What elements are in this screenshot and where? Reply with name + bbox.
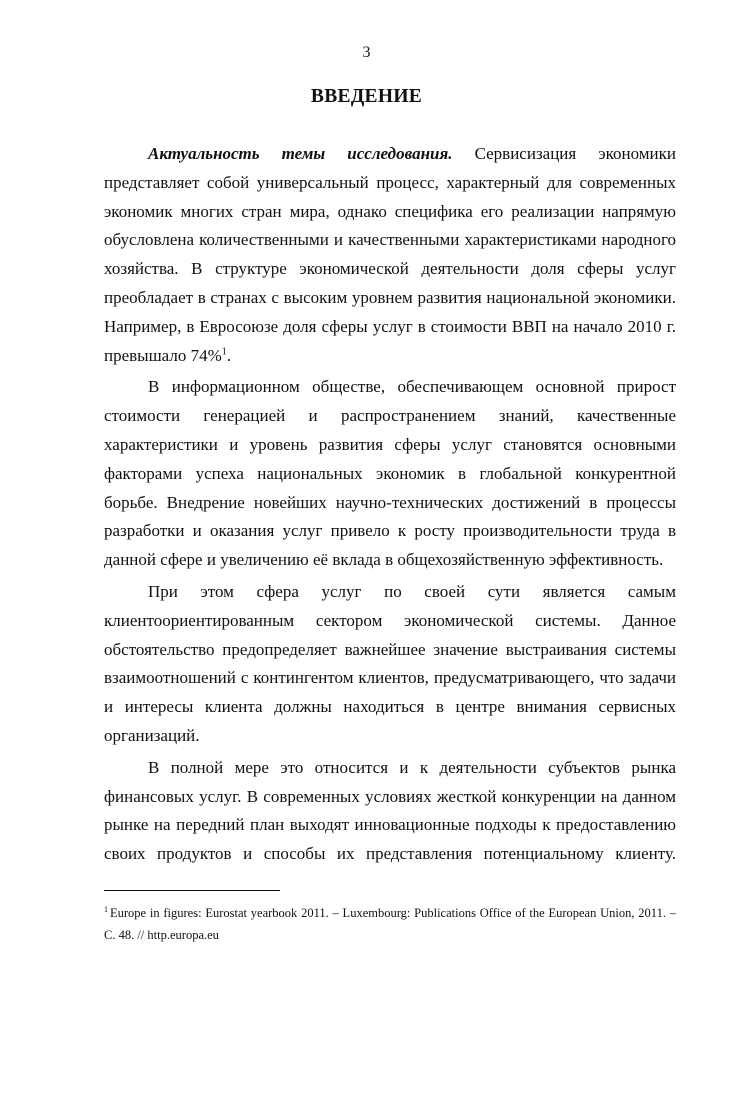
paragraph-financial-services: В полной мере это относится и к деятельности субъектов рынка финансовых услуг. В современных условиях жесткой конкуренции на данном рынке на передний план выходят инновационные подходы к предоставлению своих продуктов и способы их представления потенциальному клиенту. [104,757,676,864]
paragraph-lead: Актуальность темы исследования. [148,144,453,163]
paragraph-tail: . [226,345,232,365]
paragraph-information-society: В информационном обществе, обеспечивающем основной прирост стоимости генерацией и распространением знаний, качественные характеристики и уровень развития сферы услуг становятся основными факторами успеха национальных экономик в глобальной конкурентной борьбе. Внедрение новейших научно-технических достижений в процессы разработки и оказания услуг привело к росту производительности труда в данной сфере и увеличению её вклада в общехозяйственную эффективность. [104,377,676,570]
paragraph-relevance [104,140,676,370]
page-number: 3 [362,44,371,61]
section-heading: ВВЕДЕНИЕ [310,86,423,107]
footnote-text: Europe in figures: Eurostat yearbook 2011. – Luxembourg: Publications Office of the European Union, 2011. – C. 48. // http.europa.eu [104,906,676,942]
footnote-divider [104,890,280,891]
paragraph-client-orientation: При этом сфера услуг по своей сути является самым клиентоориентированным сектором экономической системы. Данное обстоятельство предопределяет важнейшее значение выстраивания системы взаимоотношений с контингентом клиентов, предусматривающего, что задачи и интересы клиента должны находиться в центре внимания сервисных организаций. [104,581,676,745]
paragraph-text: Сервисизация экономики представляет собой универсальный процесс, характерный для современных экономик многих стран мира, однако специфика его реализации напрямую обусловлена количественными и качественными характеристиками народного хозяйства. В структуре экономической деятельности доля сферы услуг преобладает в странах с высоким уровнем развития национальной экономики. Например, в Евросоюзе доля сферы услуг в стоимости ВВП на начало 2010 г. превышало 74% [104,144,676,365]
footnote-mark: 1 [104,904,108,914]
body-text [104,140,676,872]
footnote [104,902,676,946]
footnote-reference[interactable]: 1 [221,345,227,357]
